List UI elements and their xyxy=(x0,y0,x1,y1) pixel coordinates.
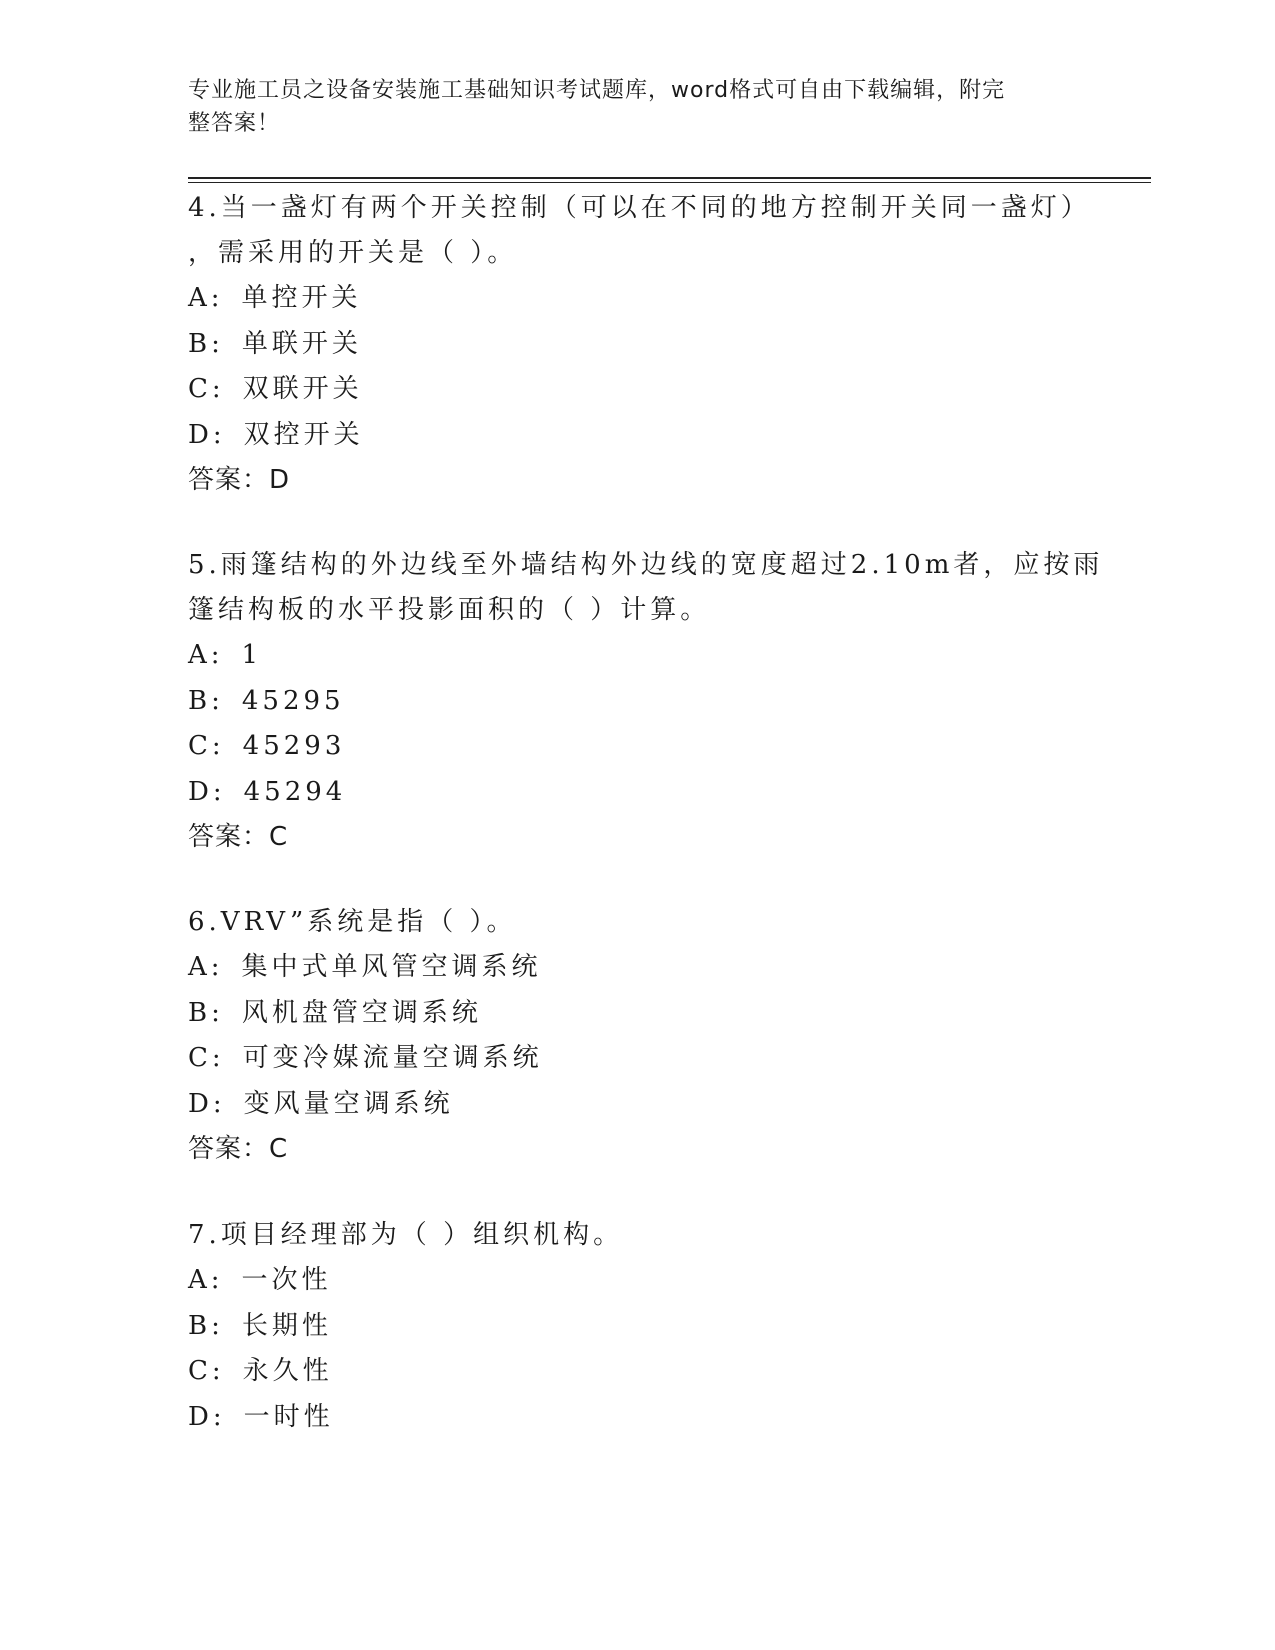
option-letter: C: xyxy=(188,731,225,761)
answer-line: 答案：D xyxy=(188,465,291,495)
question-stem-line: 7.项目经理部为（ ）组织机构。 xyxy=(188,1220,624,1250)
option-a xyxy=(188,945,1088,991)
question-4 xyxy=(188,186,1091,503)
question-5 xyxy=(188,543,1104,860)
header-line-2: 整答案！ xyxy=(188,111,281,136)
option-text: 45293 xyxy=(242,731,346,761)
option-text: 双控开关 xyxy=(243,419,364,450)
document-header xyxy=(188,74,1088,140)
option-letter: A: xyxy=(188,1265,224,1295)
option-letter: C: xyxy=(188,374,225,404)
option-c xyxy=(188,367,1088,413)
question-7 xyxy=(188,1213,1088,1440)
option-d xyxy=(188,770,1088,816)
header-divider-thin xyxy=(188,182,1151,183)
option-letter: D: xyxy=(188,419,226,450)
question-6 xyxy=(188,900,1088,1172)
option-text: 可变冷媒流量空调系统 xyxy=(242,1043,543,1073)
header-line-1: 专业施工员之设备安装施工基础知识考试题库，word格式可自由下载编辑，附完 xyxy=(188,78,1006,103)
question-stem-line: 6.VRV”系统是指（ ）。 xyxy=(188,907,517,937)
header-divider-thick xyxy=(188,177,1151,179)
option-text: 单控开关 xyxy=(241,283,362,313)
option-letter: A: xyxy=(188,283,224,313)
option-letter: D: xyxy=(188,1401,226,1432)
option-text: 永久性 xyxy=(242,1356,333,1386)
option-text: 1 xyxy=(241,640,263,670)
option-letter: B: xyxy=(188,328,224,359)
option-letter: C: xyxy=(188,1043,225,1073)
option-letter: A: xyxy=(188,640,224,670)
option-a xyxy=(188,633,1088,679)
option-a xyxy=(188,1258,1088,1304)
option-b xyxy=(188,679,1088,725)
question-stem-line: 4.当一盏灯有两个开关控制（可以在不同的地方控制开关同一盏灯） xyxy=(188,193,1091,223)
question-stem-line: ，需采用的开关是（ ）。 xyxy=(188,238,518,268)
option-text: 变风量空调系统 xyxy=(243,1088,454,1119)
option-text: 单联开关 xyxy=(241,328,362,359)
option-letter: D: xyxy=(188,1088,226,1119)
option-c xyxy=(188,1349,1088,1395)
option-letter: B: xyxy=(188,997,224,1028)
answer-line: 答案：C xyxy=(188,822,289,852)
option-b xyxy=(188,322,1088,368)
option-d xyxy=(188,1082,1088,1128)
option-text: 45294 xyxy=(243,776,347,807)
option-letter: B: xyxy=(188,685,224,716)
answer-line: 答案：C xyxy=(188,1134,289,1164)
option-c xyxy=(188,724,1088,770)
question-stem-line: 篷结构板的水平投影面积的（ ）计算。 xyxy=(188,595,711,625)
option-text: 45295 xyxy=(241,685,345,716)
option-b xyxy=(188,1304,1088,1350)
option-text: 风机盘管空调系统 xyxy=(241,997,482,1028)
option-text: 双联开关 xyxy=(242,374,363,404)
option-letter: D: xyxy=(188,776,226,807)
option-d xyxy=(188,1395,1088,1441)
option-d xyxy=(188,413,1088,459)
option-text: 集中式单风管空调系统 xyxy=(241,952,542,982)
option-letter: B: xyxy=(188,1310,224,1341)
option-a xyxy=(188,276,1088,322)
option-text: 一时性 xyxy=(243,1401,334,1432)
option-c xyxy=(188,1036,1088,1082)
option-letter: C: xyxy=(188,1356,225,1386)
option-b xyxy=(188,991,1088,1037)
option-text: 一次性 xyxy=(241,1265,332,1295)
question-stem-line: 5.雨篷结构的外边线至外墙结构外边线的宽度超过2.10m者，应按雨 xyxy=(188,550,1104,580)
option-letter: A: xyxy=(188,952,224,982)
option-text: 长期性 xyxy=(241,1310,332,1341)
